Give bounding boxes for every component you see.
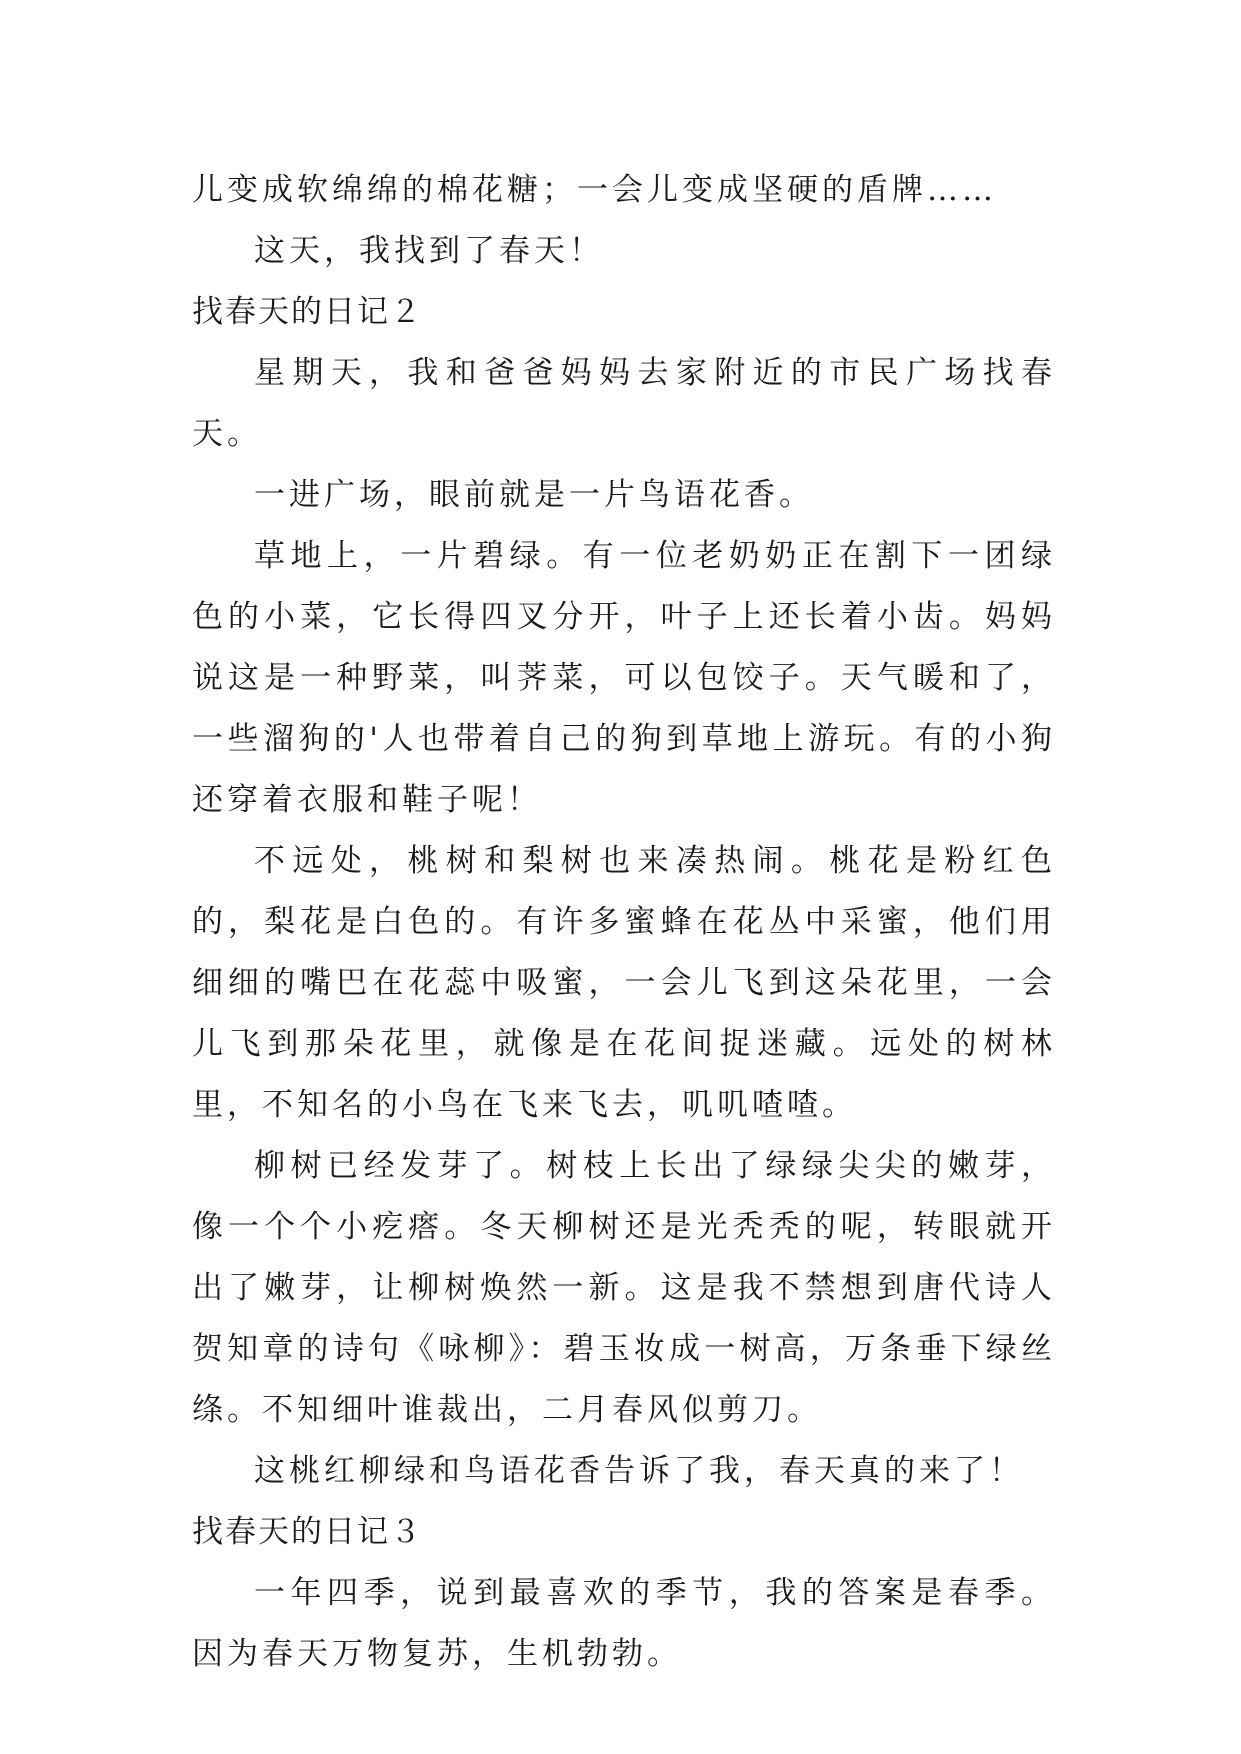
entry2-paragraph: 一进广场，眼前就是一片鸟语花香。: [254, 477, 814, 513]
entry2-paragraph: 星期天，我和爸爸妈妈去家附近的市民广场找春天。: [192, 355, 1056, 452]
entry2-paragraph: 草地上，一片碧绿。有一位老奶奶正在割下一团绿色的小菜，它长得四叉分开，叶子上还长着小齿。妈妈说这是一种野菜，叫荠菜，可以包饺子。天气暖和了，一些溜狗的'人也带着自己的狗到草地上游玩。有的小狗还穿着衣服和鞋子呢！: [192, 538, 1056, 818]
document-body: [192, 160, 1056, 1685]
entry2-title: 找春天的日记２: [192, 294, 423, 330]
entry2-paragraph: 柳树已经发芽了。树枝上长出了绿绿尖尖的嫩芽，像一个个小疙瘩。冬天柳树还是光秃秃的呢，转眼就开出了嫩芽，让柳树焕然一新。这是我不禁想到唐代诗人贺知章的诗句《咏柳》：碧玉妆成一树高，万条垂下绿丝绦。不知细叶谁裁出，二月春风似剪刀。: [192, 1148, 1056, 1428]
entry3-paragraph: 一年四季，说到最喜欢的季节，我的答案是春季。因为春天万物复苏，生机勃勃。: [192, 1575, 1056, 1672]
entry1-closing-paragraph: 这天，我找到了春天！: [254, 233, 604, 269]
entry2-paragraph: 不远处，桃树和梨树也来凑热闹。桃花是粉红色的，梨花是白色的。有许多蜜蜂在花丛中采蜜，他们用细细的嘴巴在花蕊中吸蜜，一会儿飞到这朵花里，一会儿飞到那朵花里，就像是在花间捉迷藏。远处的树林里，不知名的小鸟在飞来飞去，叽叽喳喳。: [192, 843, 1056, 1123]
continuation-paragraph: 儿变成软绵绵的棉花糖；一会儿变成坚硬的盾牌……: [192, 172, 997, 208]
entry3-title: 找春天的日记３: [192, 1514, 423, 1550]
entry2-paragraph: 这桃红柳绿和鸟语花香告诉了我，春天真的来了！: [254, 1453, 1024, 1489]
